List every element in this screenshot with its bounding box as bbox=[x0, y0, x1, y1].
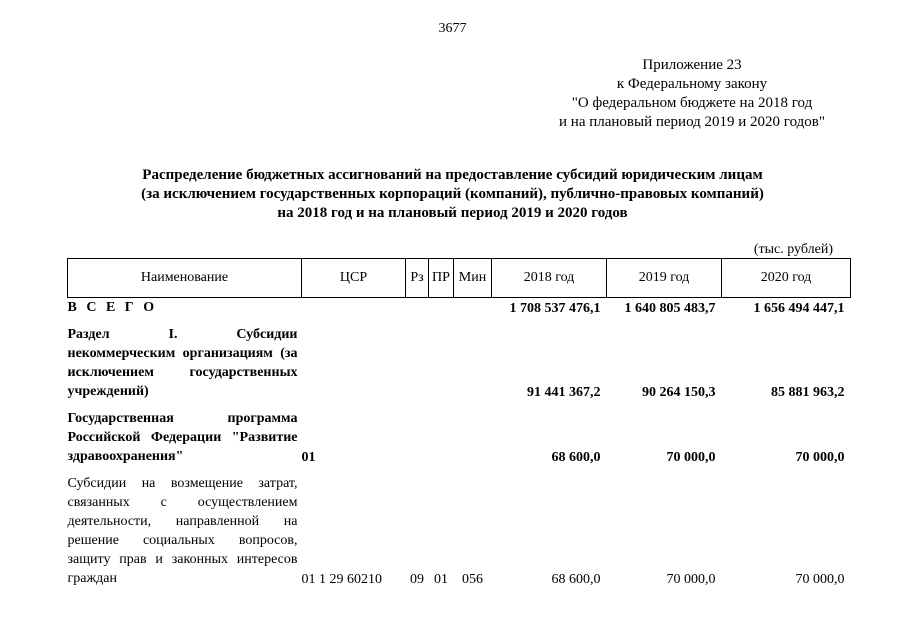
row-2020: 70 000,0 bbox=[795, 572, 845, 587]
budget-table bbox=[67, 258, 851, 588]
row-2019: 1 640 805 483,7 bbox=[624, 301, 716, 316]
document-title bbox=[0, 166, 905, 223]
units-label: (тыс. рублей) bbox=[753, 242, 833, 257]
header-2019: 2019 год bbox=[607, 259, 722, 298]
table-row bbox=[68, 298, 851, 318]
appendix-line: Приложение 23 bbox=[642, 57, 742, 73]
row-min bbox=[454, 409, 492, 466]
row-rz bbox=[406, 409, 429, 466]
row-name: Субсидии на возмещение затрат, связанных с осуществлением деятельности, направленной на решение социальных вопросов, защиту прав и законных интересов граждан bbox=[67, 476, 298, 586]
row-min bbox=[454, 325, 492, 401]
row-2019: 70 000,0 bbox=[666, 572, 716, 587]
row-2020: 85 881 963,2 bbox=[771, 385, 845, 400]
row-pr bbox=[429, 325, 454, 401]
row-2018: 1 708 537 476,1 bbox=[509, 301, 601, 316]
header-2018: 2018 год bbox=[492, 259, 607, 298]
header-name: Наименование bbox=[68, 259, 302, 298]
row-2018: 91 441 367,2 bbox=[527, 385, 601, 400]
row-name: В С Е Г О bbox=[67, 300, 158, 315]
row-2020: 70 000,0 bbox=[795, 450, 845, 465]
appendix-line: и на плановый период 2019 и 2020 годов" bbox=[559, 114, 825, 130]
row-csr bbox=[302, 298, 406, 318]
title-line: Распределение бюджетных ассигнований на предоставление субсидий юридическим лицам bbox=[142, 167, 763, 183]
appendix-line: "О федеральном бюджете на 2018 год bbox=[571, 95, 813, 111]
table-row bbox=[68, 325, 851, 401]
header-min: Мин bbox=[454, 259, 492, 298]
row-2018: 68 600,0 bbox=[551, 450, 601, 465]
row-2018: 68 600,0 bbox=[551, 572, 601, 587]
page-number: 3677 bbox=[438, 21, 467, 36]
row-min bbox=[454, 298, 492, 318]
row-2019: 70 000,0 bbox=[666, 450, 716, 465]
row-pr bbox=[429, 298, 454, 318]
row-min: 056 bbox=[462, 572, 483, 587]
appendix-line: к Федеральному закону bbox=[616, 76, 768, 92]
title-line: (за исключением государственных корпораций (компаний), публично-правовых компаний) bbox=[141, 186, 764, 202]
row-2019: 90 264 150,3 bbox=[642, 385, 716, 400]
row-rz bbox=[406, 298, 429, 318]
row-2020: 1 656 494 447,1 bbox=[753, 301, 845, 316]
row-name: Раздел I. Субсидии некоммерческим организациям (за исключением государственных учреждений) bbox=[67, 327, 298, 399]
row-csr bbox=[302, 325, 406, 401]
table-header-row bbox=[68, 259, 851, 298]
row-pr bbox=[429, 409, 454, 466]
header-csr: ЦСР bbox=[302, 259, 406, 298]
row-csr: 01 bbox=[301, 450, 316, 465]
appendix-header bbox=[559, 56, 825, 132]
table-row bbox=[68, 474, 851, 588]
header-2020: 2020 год bbox=[722, 259, 851, 298]
row-pr: 01 bbox=[434, 572, 448, 587]
row-rz: 09 bbox=[410, 572, 424, 587]
row-csr: 01 1 29 60210 bbox=[301, 572, 382, 587]
header-rz: Рз bbox=[406, 259, 429, 298]
title-line: на 2018 год и на плановый период 2019 и 2020 годов bbox=[277, 205, 628, 221]
row-name: Государственная программа Российской Федерации "Развитие здравоохранения" bbox=[67, 411, 298, 464]
header-pr: ПР bbox=[429, 259, 454, 298]
table-row bbox=[68, 409, 851, 466]
row-rz bbox=[406, 325, 429, 401]
